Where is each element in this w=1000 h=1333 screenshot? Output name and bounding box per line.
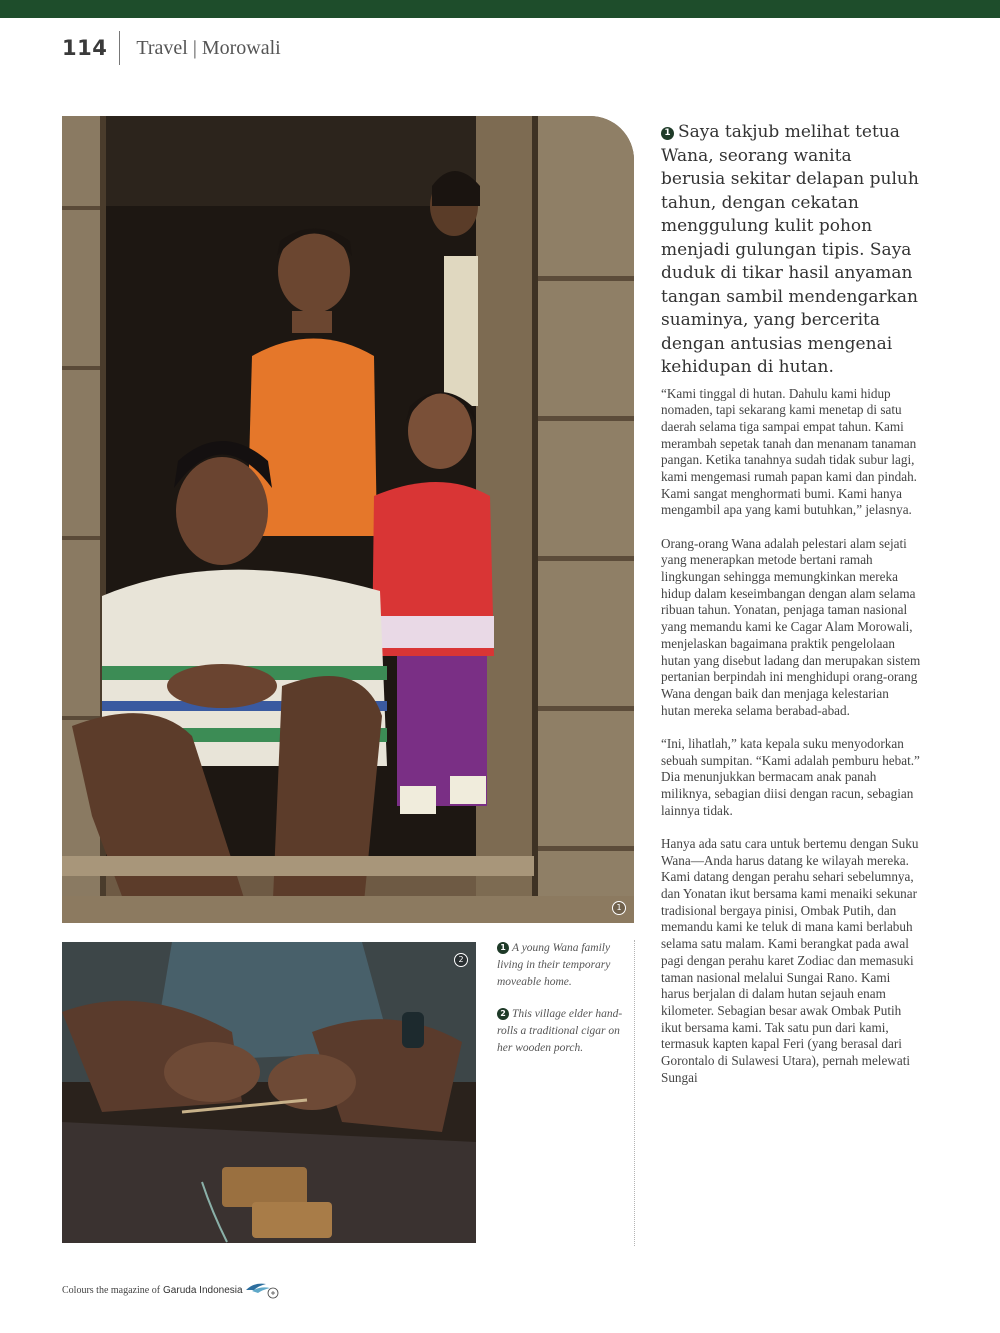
photo-number-badge: 1	[612, 901, 626, 915]
section-title: Travel | Morowali	[136, 36, 281, 59]
caption-number: 2	[497, 1008, 509, 1020]
footer-text: Colours the magazine of	[62, 1284, 161, 1296]
garuda-logo-icon	[244, 1280, 280, 1300]
article-column	[661, 121, 921, 1103]
body-paragraph: “Ini, lihatlah,” kata kepala suku menyodorkan sebuah sumpitan. “Kami adalah pemburu hebat.” Dia menunjukkan bermacam anak panah miliknya, sebagian diisi dengan racun, sebagian lainnya tidak.	[661, 735, 920, 818]
body-paragraph: Hanya ada satu cara untuk bertemu dengan Suku Wana—Anda harus datang ke wilayah mereka. Kami datang dengan perahu sehari sebelumnya, dan Yonatan ikut bersama kami menaiki sekunar tradisional bergaya pinisi, Ombak Putih, dan memandu kami ke teluk di mana kami berlabuh selama satu malam. Kami berangkat pada awal pagi dengan perahu karet Zodiac dan memasuki taman nasional melalui Sungai Rano. Kami harus berjalan di dalam hutan sejauh enam kilometer. Sebagian besar awak Ombak Putih ikut bersama kami. Tak satu pun dari kami, termasuk kapten kapal Feri (yang berasal dari Gorontalo di Sulawesi Utara), pernah melewati Sungai	[661, 835, 919, 1085]
caption-text: A young Wana family living in their temporary moveable home.	[497, 942, 611, 988]
photo-number-badge: 2	[454, 953, 468, 967]
body-paragraph: “Kami tinggal di hutan. Dahulu kami hidup nomaden, tapi sekarang kami menetap di satu daerah selama tiga sampai empat tahun. Kami merambah sepetak tanah dan menanam tanaman pangan. Ketika tanahnya sudah tidak subur lagi, kami mengemasi rumah papan kami dan pindah. Kami sangat menghormati bumi. Kami hanya mengambil apa yang kami butuhkan,” jelasnya.	[661, 385, 917, 518]
footer-brand: Garuda Indonesia	[163, 1284, 243, 1296]
pull-quote	[661, 121, 921, 380]
top-color-bar	[0, 0, 1000, 18]
page-number: 114	[62, 36, 108, 60]
pull-quote-number: 1	[661, 127, 674, 140]
family-illustration	[62, 116, 634, 923]
photo-captions	[497, 940, 625, 1072]
page-header	[62, 30, 281, 66]
elder-hands-illustration	[62, 942, 476, 1243]
caption-1	[497, 940, 625, 991]
column-divider	[634, 940, 635, 1246]
caption-text: This village elder hand-rolls a traditional cigar on her wooden porch.	[497, 1008, 623, 1054]
body-paragraph: Orang-orang Wana adalah pelestari alam sejati yang menerapkan metode bertani ramah lingkungan sehingga memungkinkan mereka hidup dalam keseimbangan dengan alam selama ribuan tahun. Yonatan, penjaga taman nasional yang memandu kami ke Cagar Alam Morowali, menjelaskan bagaimana praktik pengelolaan hutan yang disebut ladang dan merupakan sistem pertanian berpindah ini menghidupi orang-orang Wana dengan baik dan menjaga kelestarian hutan mereka selama berabad-abad.	[661, 535, 921, 718]
photo-elder-rolling-cigar	[62, 942, 476, 1243]
pull-quote-text: Saya takjub melihat tetua Wana, seorang wanita berusia sekitar delapan puluh tahun, dengan cekatan menggulung kulit pohon menjadi gulungan tipis. Saya duduk di tikar hasil anyaman tangan sambil mendengarkan suaminya, yang bercerita dengan antusias mengenai kehidupan di hutan.	[661, 122, 919, 377]
photo-wana-family	[62, 116, 634, 923]
caption-number: 1	[497, 942, 509, 954]
header-divider	[119, 31, 120, 65]
caption-2	[497, 1006, 625, 1057]
page-footer	[62, 1280, 280, 1300]
